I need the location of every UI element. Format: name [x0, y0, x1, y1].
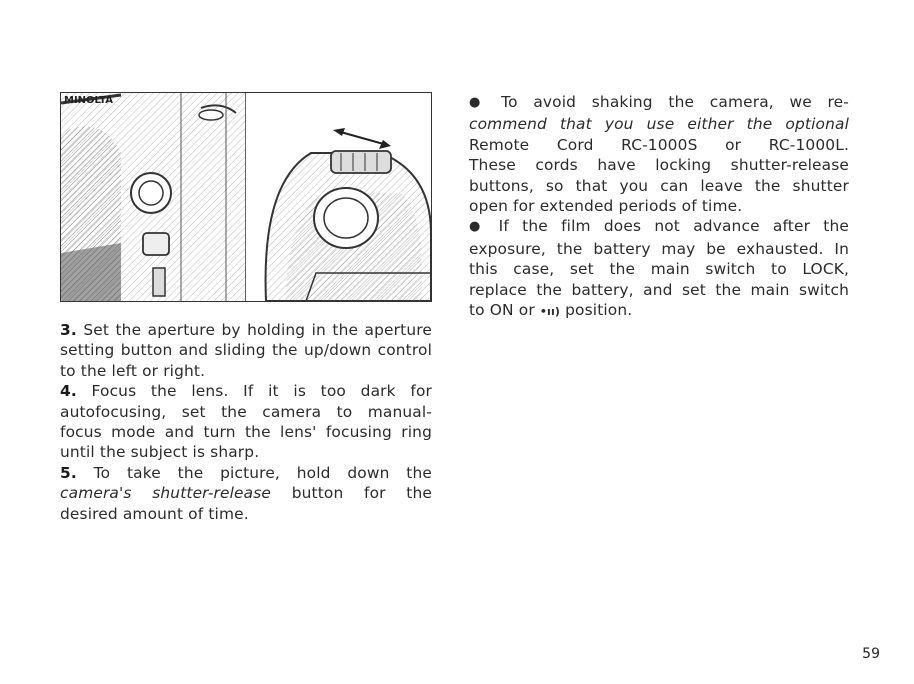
step5-line1: [60, 463, 432, 483]
note2-text-5a: to ON or: [469, 301, 535, 320]
step4-line3: focus mode and turn the lens' focusing ring: [60, 423, 432, 442]
note2-line2: exposure, the battery may be exhausted. In: [469, 239, 849, 258]
note2-line3: this case, set the main switch to LOCK,: [469, 260, 849, 279]
note1-line5: buttons, so that you can leave the shutter: [469, 176, 849, 195]
step5-text-2: button for the: [291, 484, 432, 503]
step5-line2: [60, 483, 432, 503]
step4-number: 4.: [60, 382, 77, 401]
camera-illustration-drawing: [61, 93, 431, 301]
step4-line2: autofocusing, set the camera to manual-: [60, 402, 432, 421]
step3-number: 3.: [60, 321, 77, 339]
step5-number: 5.: [60, 463, 77, 482]
note2-text-5b: position.: [565, 301, 633, 320]
step5-line3: desired amount of time.: [60, 504, 249, 523]
note2-line5: [469, 300, 849, 322]
step4-text-1: Focus the lens. If it is too dark for: [91, 382, 433, 401]
note1-line6: open for extended periods of time.: [469, 197, 743, 216]
step3-line2: setting button and sliding the up/down control: [60, 341, 432, 360]
camera-illustration: [60, 92, 432, 302]
note1-text-1: To avoid shaking the camera, we re-: [501, 93, 849, 111]
step5-italic-text: camera's shutter-release: [60, 484, 272, 503]
step5-text-1: To take the picture, hold down the: [93, 463, 433, 482]
note1-line1: [469, 92, 849, 114]
note2-text-1: If the film does not advance after the: [498, 217, 849, 236]
figure-brand-label: MINOLTA: [64, 95, 114, 106]
note2-line4: replace the battery, and set the main switch: [469, 280, 849, 299]
step4-line1: [60, 381, 432, 401]
updown-control-panel: [246, 93, 431, 301]
left-column: [60, 320, 432, 524]
camera-body-panel: [61, 93, 246, 301]
step3-line3: to the left or right.: [60, 361, 206, 380]
sound-symbol-icon: •ıı): [539, 305, 561, 319]
step3-line1: [60, 320, 432, 340]
bullet-icon: ●: [469, 219, 489, 235]
note1-line4: These cords have locking shutter-release: [469, 156, 849, 175]
right-column: [469, 92, 849, 322]
bullet-icon: ●: [469, 95, 492, 110]
note2-line1: [469, 216, 849, 238]
note1-line3: Remote Cord RC-1000S or RC-1000L.: [469, 135, 849, 154]
step3-text-1: Set the aperture by holding in the aperture: [83, 321, 432, 339]
step4-line4: until the subject is sharp.: [60, 443, 260, 462]
page-number: 59: [862, 646, 880, 662]
note1-line2: commend that you use either the optional: [469, 115, 849, 134]
